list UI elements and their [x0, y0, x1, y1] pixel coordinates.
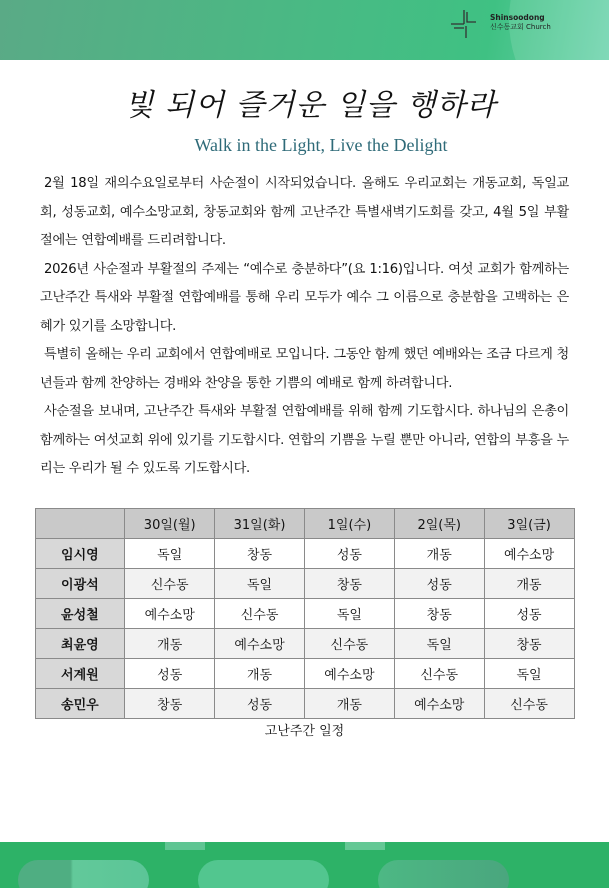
corner-cell: [35, 508, 125, 538]
table-header-row: [35, 508, 574, 538]
column-header: 30일(월): [125, 508, 215, 538]
church-cell: 독일: [125, 538, 215, 568]
title-korean: 빛 되어 즐거운 일을 행하라: [124, 88, 497, 123]
church-cell: 창동: [484, 628, 574, 658]
church-cell: 신수동: [125, 568, 215, 598]
pastor-name: 윤성철: [35, 598, 125, 628]
church-cell: 창동: [215, 538, 305, 568]
column-header: 31일(화): [215, 508, 305, 538]
pastor-name: 송민우: [35, 688, 125, 718]
church-cell: 예수소망: [215, 628, 305, 658]
church-cell: 창동: [304, 568, 394, 598]
table-row: [35, 658, 574, 688]
church-cell: 독일: [484, 658, 574, 688]
church-name-en: Shinsoodong: [490, 13, 545, 22]
paragraph: 특별히 올해는 우리 교회에서 연합예배로 모입니다. 그동안 함께 했던 예배와는 조금 다르게 청년들과 함께 찬양하는 경배와 찬양을 통한 기쁨의 예배로 함께 하려합니다.: [40, 347, 569, 391]
body-text: [40, 170, 569, 484]
church-cell: 창동: [125, 688, 215, 718]
church-cell: 예수소망: [394, 688, 484, 718]
footer-decoration: [345, 842, 385, 850]
footer-decoration: [165, 842, 205, 850]
church-cell: 개동: [484, 568, 574, 598]
table-row: [35, 628, 574, 658]
church-cell: 독일: [394, 628, 484, 658]
column-header: 1일(수): [304, 508, 394, 538]
table-row: [35, 568, 574, 598]
church-cell: 개동: [394, 538, 484, 568]
page-title: [124, 86, 497, 156]
cross-logo-icon: [450, 8, 480, 38]
schedule-table: [35, 508, 575, 719]
church-cell: 개동: [215, 658, 305, 688]
main-content: [0, 60, 609, 842]
church-cell: 성동: [484, 598, 574, 628]
table-row: [35, 598, 574, 628]
church-cell: 독일: [304, 598, 394, 628]
column-header: 3일(금): [484, 508, 574, 538]
paragraph: 2026년 사순절과 부활절의 주제는 “예수로 충분하다”(요 1:16)입니다. 여섯 교회가 함께하는 고난주간 특새와 부활절 연합예배를 통해 우리 모두가 예수 그 이름으로 충분함을 고백하는 은혜가 있기를 소망합니다.: [40, 261, 569, 334]
church-cell: 신수동: [215, 598, 305, 628]
column-header: 2일(목): [394, 508, 484, 538]
table-row: [35, 688, 574, 718]
church-cell: 신수동: [484, 688, 574, 718]
header-banner: [0, 0, 609, 60]
church-cell: 개동: [125, 628, 215, 658]
church-cell: 신수동: [394, 658, 484, 688]
church-cell: 개동: [304, 688, 394, 718]
pastor-name: 최윤영: [35, 628, 125, 658]
footer-decoration: [198, 860, 329, 888]
church-cell: 예수소망: [304, 658, 394, 688]
church-cell: 독일: [215, 568, 305, 598]
pastor-name: 임시영: [35, 538, 125, 568]
footer-decoration: [378, 860, 509, 888]
paragraph: 2월 18일 재의수요일로부터 사순절이 시작되었습니다. 올해도 우리교회는 개동교회, 독일교회, 성동교회, 예수소망교회, 창동교회와 함께 고난주간 특별새벽기도회를 갖고, 4월 5일 부활절에는 연합예배를 드리려합니다.: [40, 176, 569, 248]
church-cell: 창동: [394, 598, 484, 628]
table-caption: 고난주간 일정: [264, 723, 345, 739]
table-row: [35, 538, 574, 568]
church-cell: 성동: [125, 658, 215, 688]
church-logo-text: [490, 13, 551, 32]
paragraph: 사순절을 보내며, 고난주간 특새와 부활절 연합예배를 위해 함께 기도합시다. 하나님의 은총이 함께하는 여섯교회 위에 있기를 기도합시다. 연합의 기쁨을 누릴 뿐만 아니라, 연합의 부흥을 누리는 우리가 될 수 있도록 기도합시다.: [40, 404, 569, 476]
church-name-kr: 신수동교회 Church: [490, 23, 551, 31]
pastor-name: 서계원: [35, 658, 125, 688]
footer-banner: [0, 842, 609, 888]
footer-decoration: [18, 860, 149, 888]
church-cell: 예수소망: [125, 598, 215, 628]
pastor-name: 이광석: [35, 568, 125, 598]
title-english: Walk in the Light, Live the Delight: [194, 135, 448, 155]
church-cell: 성동: [304, 538, 394, 568]
church-cell: 신수동: [304, 628, 394, 658]
church-cell: 성동: [394, 568, 484, 598]
church-cell: 성동: [215, 688, 305, 718]
church-cell: 예수소망: [484, 538, 574, 568]
